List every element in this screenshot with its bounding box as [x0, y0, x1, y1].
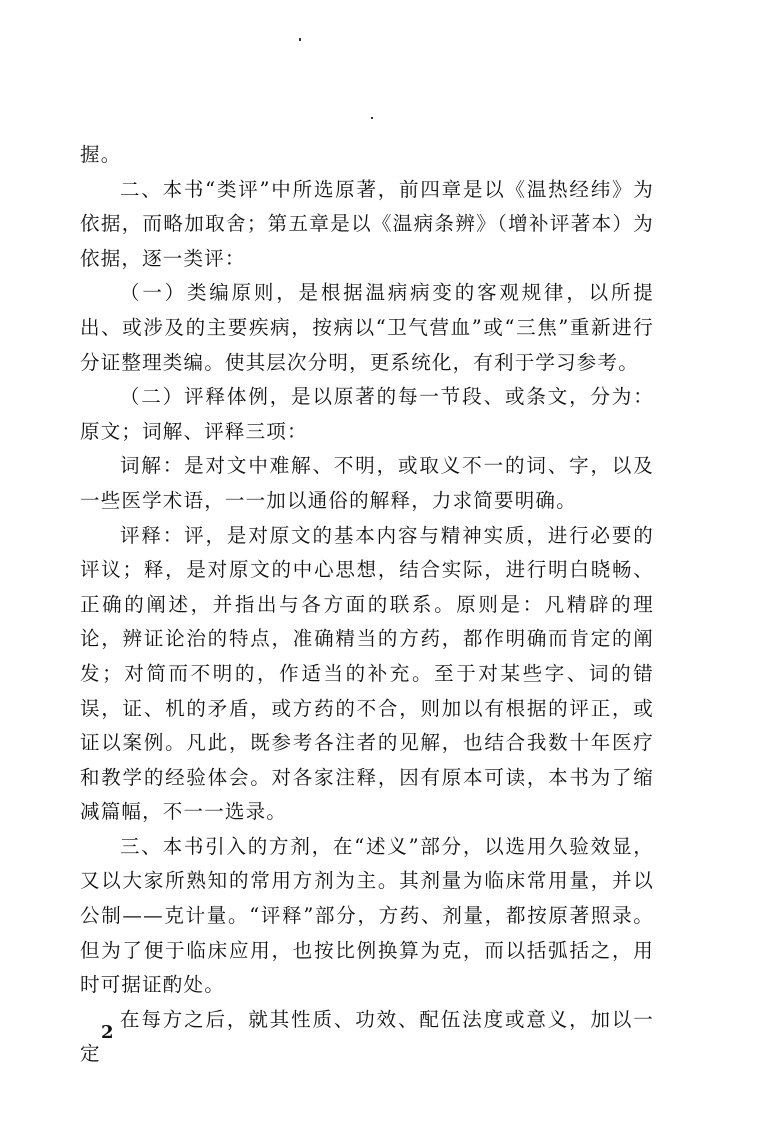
scan-speck: [371, 117, 373, 119]
paragraph-section-2: 二、本书“类评”中所选原著，前四章是以《温热经纬》为依据，而略加取舍；第五章是以《温病条辨》（增补评著本）为依据，逐一类评：: [80, 177, 654, 270]
paragraph-word-explanation: 词解：是对文中难解、不明，或取义不一的词、字，以及一些医学术语，一一加以通俗的解释，力求简要明确。: [80, 454, 654, 512]
paragraph-section-3: 三、本书引入的方剂，在“述义”部分，以选用久验效显，又以大家所熟知的常用方剂为主。其剂量为临床常用量，并以公制——克计量。“评释”部分，方药、剂量，都按原著照录。但为了便于临床应用，也按比例换算为克，而以括弧括之，用时可据证酌处。: [80, 834, 654, 997]
scan-speck: [299, 38, 301, 41]
paragraph-commentary-explanation: 评释：评，是对原文的基本内容与精神实质，进行必要的评议；释，是对原文的中心思想，结合实际，进行明白晓畅、正确的阐述，并指出与各方面的联系。原则是：凡精辟的理论，辨证论治的特点，准确精当的方药，都作明确而肯定的阐发；对简而不明的，作适当的补充。至于对某些字、词的错误，证、机的矛盾，或方药的不合，则加以有根据的评正，或证以案例。凡此，既参考各注者的见解，也结合我数十年医疗和教学的经验体会。对各家注释，因有原本可读，本书为了缩减篇幅，不一一选录。: [80, 523, 654, 824]
page-number: 2: [101, 1022, 114, 1043]
paragraph-classification-principle: （一）类编原则，是根据温病病变的客观规律，以所提出、或涉及的主要疾病，按病以“卫气营血”或“三焦”重新进行分证整理类编。使其层次分明，更系统化，有利于学习参考。: [80, 281, 654, 374]
body-text: [80, 138, 654, 1072]
paragraph-after-formula: 在每方之后，就其性质、功效、配伍法度或意义，加以一定: [80, 1007, 654, 1066]
paragraph-commentary-format: （二）评释体例，是以原著的每一节段、或条文，分为：原文；词解、评释三项：: [80, 385, 654, 443]
paragraph-continuation: 握。: [80, 143, 122, 166]
